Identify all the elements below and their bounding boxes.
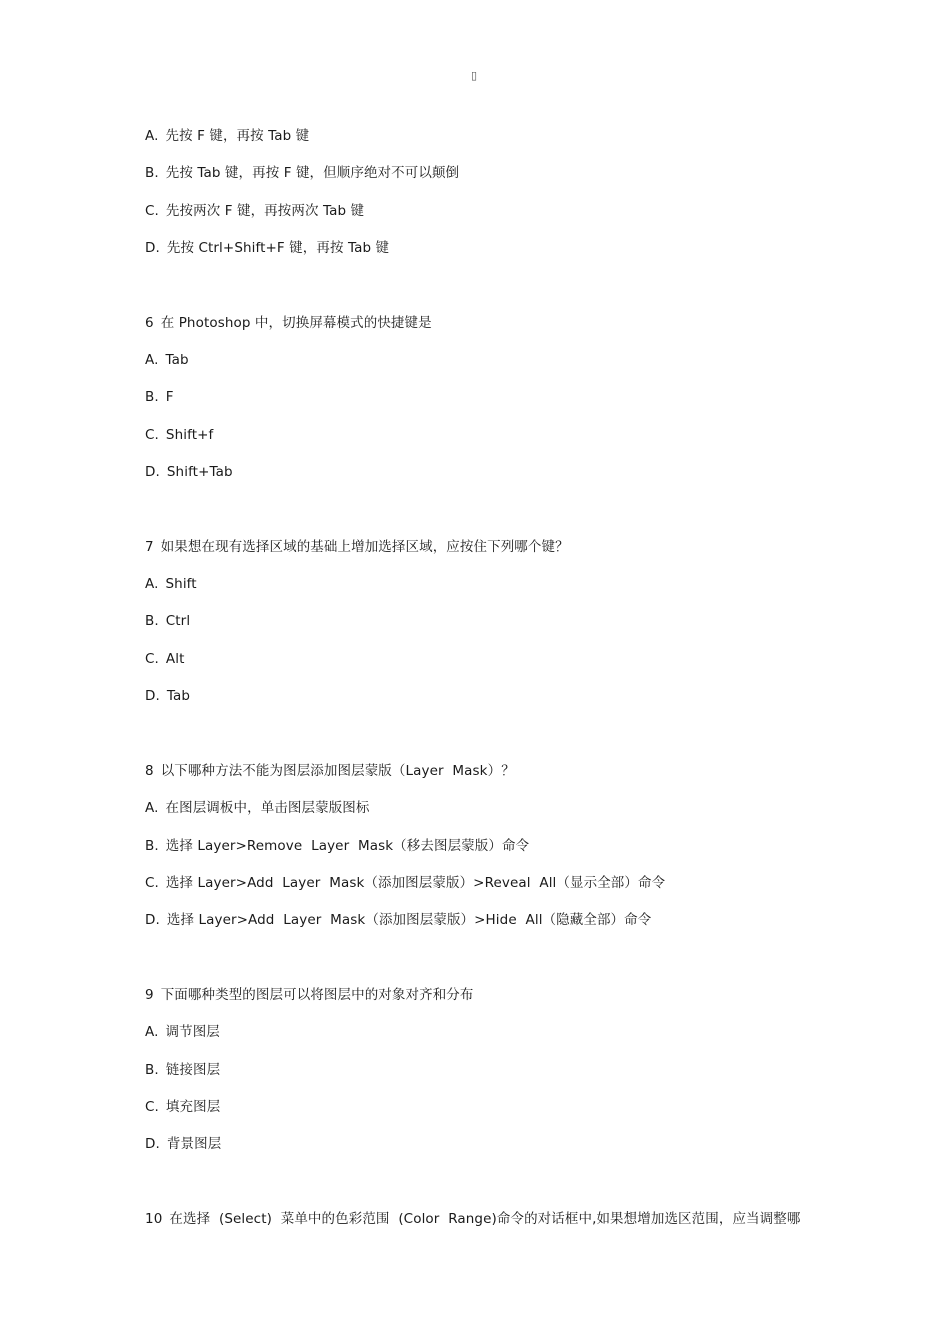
q6-stem: 6 在 Photoshop 中，切换屏幕模式的快捷键是 <box>145 315 432 331</box>
q8-stem: 8 以下哪种方法不能为图层添加图层蒙版（Layer Mask）？ <box>145 763 515 779</box>
q5-option-a: A. 先按 F 键，再按 Tab 键 <box>145 128 310 144</box>
q9-option-c: C. 填充图层 <box>145 1099 221 1115</box>
q6-option-d: D. Shift+Tab <box>145 464 233 480</box>
q9-option-d: D. 背景图层 <box>145 1136 222 1152</box>
q9-stem: 9 下面哪种类型的图层可以将图层中的对象对齐和分布 <box>145 987 474 1003</box>
q5-option-d: D. 先按 Ctrl+Shift+F 键，再按 Tab 键 <box>145 240 390 256</box>
q7-option-d: D. Tab <box>145 688 191 704</box>
q6-option-a: A. Tab <box>145 352 189 368</box>
q7-option-a: A. Shift <box>145 576 197 592</box>
q7-option-c: C. Alt <box>145 651 185 667</box>
q8-option-b: B. 选择 Layer>Remove Layer Mask（移去图层蒙版）命令 <box>145 838 530 854</box>
q10-stem: 10 在选择 (Select) 菜单中的色彩范围 (Color Range)命令的对话框中,如果想增加选区范围，应当调整哪 <box>145 1211 801 1227</box>
q6-option-c: C. Shift+f <box>145 427 214 443</box>
q6-option-b: B. F <box>145 389 174 405</box>
q5-option-c: C. 先按两次 F 键，再按两次 Tab 键 <box>145 203 365 219</box>
q9-option-a: A. 调节图层 <box>145 1024 220 1040</box>
q7-stem: 7 如果想在现有选择区域的基础上增加选择区域，应按住下列哪个键？ <box>145 539 569 555</box>
q8-option-d: D. 选择 Layer>Add Layer Mask（添加图层蒙版）>Hide All（隐藏全部）命令 <box>145 912 652 928</box>
page-header-glyph: ▯ <box>470 69 478 82</box>
q8-option-c: C. 选择 Layer>Add Layer Mask（添加图层蒙版）>Reveal All（显示全部）命令 <box>145 875 666 891</box>
q9-option-b: B. 链接图层 <box>145 1062 221 1078</box>
q8-option-a: A. 在图层调板中，单击图层蒙版图标 <box>145 800 370 816</box>
q7-option-b: B. Ctrl <box>145 613 191 629</box>
q5-option-b: B. 先按 Tab 键，再按 F 键，但顺序绝对不可以颠倒 <box>145 165 460 181</box>
